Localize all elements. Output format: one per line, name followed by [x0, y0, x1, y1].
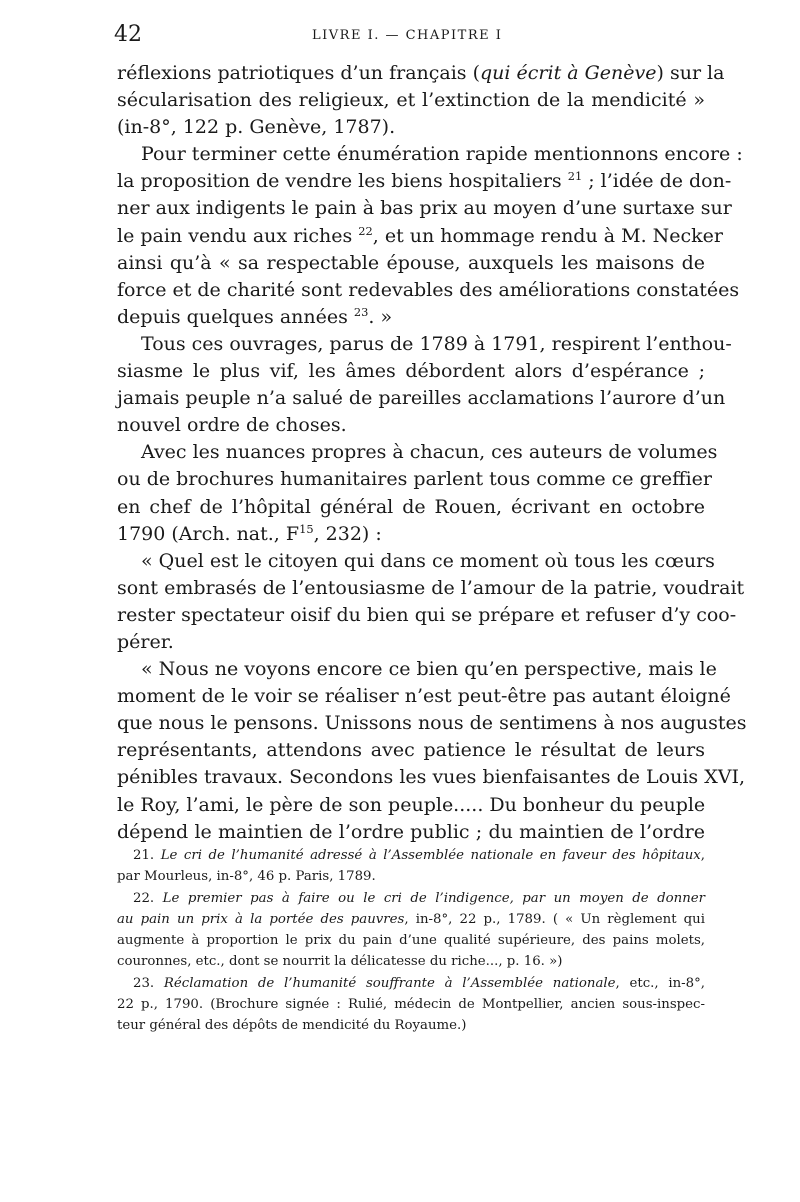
text-line: ainsi qu’à « sa respectable épouse, auxquels les maisons de: [117, 251, 705, 274]
text-line: depuis quelques années $^{23}$. »: [117, 305, 393, 328]
text-line: représentants, attendons avec patience le résultat de leurs: [117, 739, 705, 762]
text-line: le pain vendu aux riches $^{22}$, et un hommage rendu à M. Necker: [117, 223, 723, 247]
page-header: [114, 22, 712, 52]
text-line: rester spectateur oisif du bien qui se prépare et refuser d’y coo-: [117, 603, 737, 626]
footnote-line: 22. Le premier pas à faire ou le cri de l’indigence, par un moyen de donner: [133, 890, 705, 906]
text-line: force et de charité sont redevables des améliorations constatées: [117, 278, 740, 301]
text-line: réflexions patriotiques d’un français (qui écrit à Genève) sur la: [117, 62, 725, 84]
footnote-line: 21. Le cri de l’humanité adressé à l’Assemblée nationale en faveur des hôpitaux,: [133, 848, 706, 863]
text-line: pénibles travaux. Secondons les vues bienfaisantes de Louis XVI,: [117, 766, 745, 789]
text-line: dépend le maintien de l’ordre public ; du maintien de l’ordre: [117, 820, 705, 843]
main-text: [117, 60, 747, 846]
page-number: 42: [114, 22, 142, 47]
text-line: que nous le pensons. Unissons nous de sentimens à nos augustes: [117, 712, 747, 735]
text-line: Pour terminer cette énumération rapide mentionnons encore :: [141, 143, 743, 166]
footnote-line: 23. Réclamation de l’humanité souffrante à l’Assemblée nationale, etc., in-8°,: [133, 975, 706, 991]
text-line: ner aux indigents le pain à bas prix au moyen d’une surtaxe sur: [117, 197, 732, 220]
text-line: en chef de l’hôpital général de Rouen, écrivant en octobre: [117, 495, 705, 518]
running-title: LIVRE I. — CHAPITRE I: [312, 28, 503, 43]
text-line: Avec les nuances propres à chacun, ces auteurs de volumes: [141, 441, 718, 464]
text-line: siasme le plus vif, les âmes débordent alors d’espérance ;: [117, 360, 705, 383]
text-line: moment de le voir se réaliser n’est peut-être pas autant éloigné: [117, 685, 731, 708]
footnote-line: au pain un prix à la portée des pauvres, in-8°, 22 p., 1789. ( « Un règlement qui: [117, 911, 706, 927]
text-line: pérer.: [117, 630, 174, 653]
text-line: « Nous ne voyons encore ce bien qu’en perspective, mais le: [141, 658, 717, 681]
text-line: « Quel est le citoyen qui dans ce moment où tous les cœurs: [141, 549, 715, 572]
text-line: sécularisation des religieux, et l’extinction de la mendicité »: [117, 89, 705, 112]
text-line: ou de brochures humanitaires parlent tous comme ce greffier: [117, 468, 712, 491]
footnotes: [117, 845, 705, 1037]
footnote-line: augmente à proportion le prix du pain d’une qualité supérieure, des pains molets,: [117, 933, 705, 949]
text-line: Tous ces ouvrages, parus de 1789 à 1791, respirent l’enthou-: [141, 332, 732, 355]
footnote-line: couronnes, etc., dont se nourrit la délicatesse du riche..., p. 16. »): [117, 954, 563, 970]
text-line: 1790 (Arch. nat., $F^{15}$, 232) :: [117, 521, 382, 545]
text-line: sont embrasés de l’entousiasme de l’amour de la patrie, voudrait: [117, 576, 745, 599]
text-line: la proposition de vendre les biens hospitaliers $^{21}$ ; l’idée de don-: [117, 169, 732, 193]
footnote-line: 22 p., 1790. (Brochure signée : Rulié, médecin de Montpellier, ancien sous-inspec-: [117, 997, 705, 1013]
footnote-line: teur général des dépôts de mendicité du Royaume.): [117, 1018, 467, 1034]
text-line: (in-8°, 122 p. Genève, 1787).: [117, 116, 396, 139]
text-line: le Roy, l’ami, le père de son peuple..... Du bonheur du peuple: [117, 793, 706, 816]
text-line: jamais peuple n’a salué de pareilles acclamations l’aurore d’un: [117, 387, 726, 410]
text-line: nouvel ordre de choses.: [117, 414, 347, 437]
footnote-line: par Mourleus, in-8°, 46 p. Paris, 1789.: [117, 869, 376, 885]
